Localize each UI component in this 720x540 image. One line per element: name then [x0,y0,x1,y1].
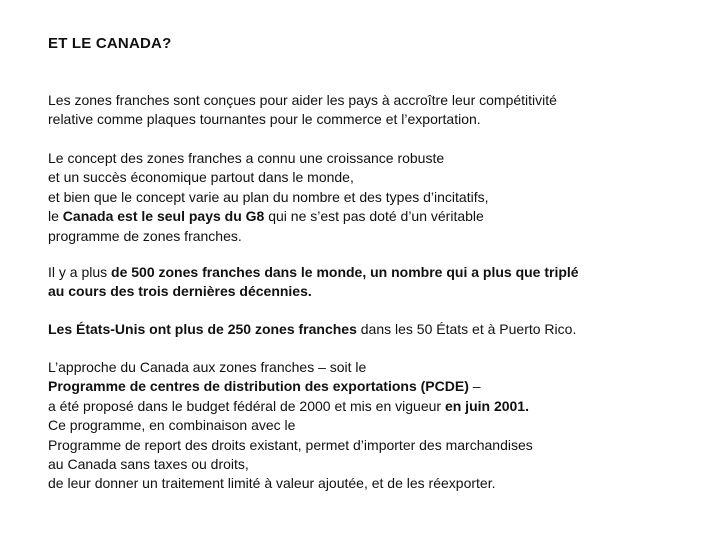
text-run: qui ne s’est pas doté d’un véritable [264,208,484,225]
slide-title: ET LE CANADA? [48,35,172,52]
text-line [48,207,489,226]
text-run: – [468,378,481,395]
slide [48,0,708,540]
text-line [48,377,533,396]
text-line: relative comme plaques tournantes pour le commerce et l’exportation. [48,111,481,128]
text-line: Programme de report des droits existant, permet d’importer des marchandises [48,436,533,453]
text-line: au cours des trois dernières décennies. [48,283,312,300]
text-line [48,320,576,339]
text-line: L’approche du Canada aux zones franches – soit le [48,359,367,375]
text-run: dans les 50 États et à Puerto Rico. [356,321,577,337]
text-line: de leur donner un traitement limité à valeur ajoutée, et de les réexporter. [48,475,496,492]
text-line: et bien que le concept varie au plan du nombre et des types d’incitatifs, [48,188,489,205]
paragraph-canada-program [48,358,533,494]
text-line: programme de zones franches. [48,227,242,244]
text-line: Le concept des zones franches a connu une croissance robuste [48,150,445,166]
paragraph-us-count [48,320,576,339]
text-run: a été proposé dans le budget fédéral de 2000 et mis en vigueur [48,397,445,414]
bold-text-run: de 500 zones franches dans le monde, un nombre qui a plus que triplé [111,264,579,280]
text-line [48,263,579,282]
text-line [48,397,533,416]
text-run: Il y a plus [48,264,112,280]
bold-text-run: en juin 2001. [444,397,529,414]
bold-text-run: Canada est le seul pays du G8 [62,208,265,225]
text-run: le [48,208,63,225]
text-line: Les zones franches sont conçues pour aider les pays à accroître leur compétitivité [48,92,557,108]
text-line: et un succès économique partout dans le monde, [48,169,354,186]
paragraph-purpose [48,91,557,130]
bold-text-run: Les États-Unis ont plus de 250 zones franches [48,321,357,337]
paragraph-growth [48,149,489,246]
paragraph-world-count [48,263,579,302]
bold-text-run: Programme de centres de distribution des exportations (PCDE) [48,378,469,395]
text-line: au Canada sans taxes ou droits, [48,456,249,473]
text-line: Ce programme, en combinaison avec le [48,417,296,434]
